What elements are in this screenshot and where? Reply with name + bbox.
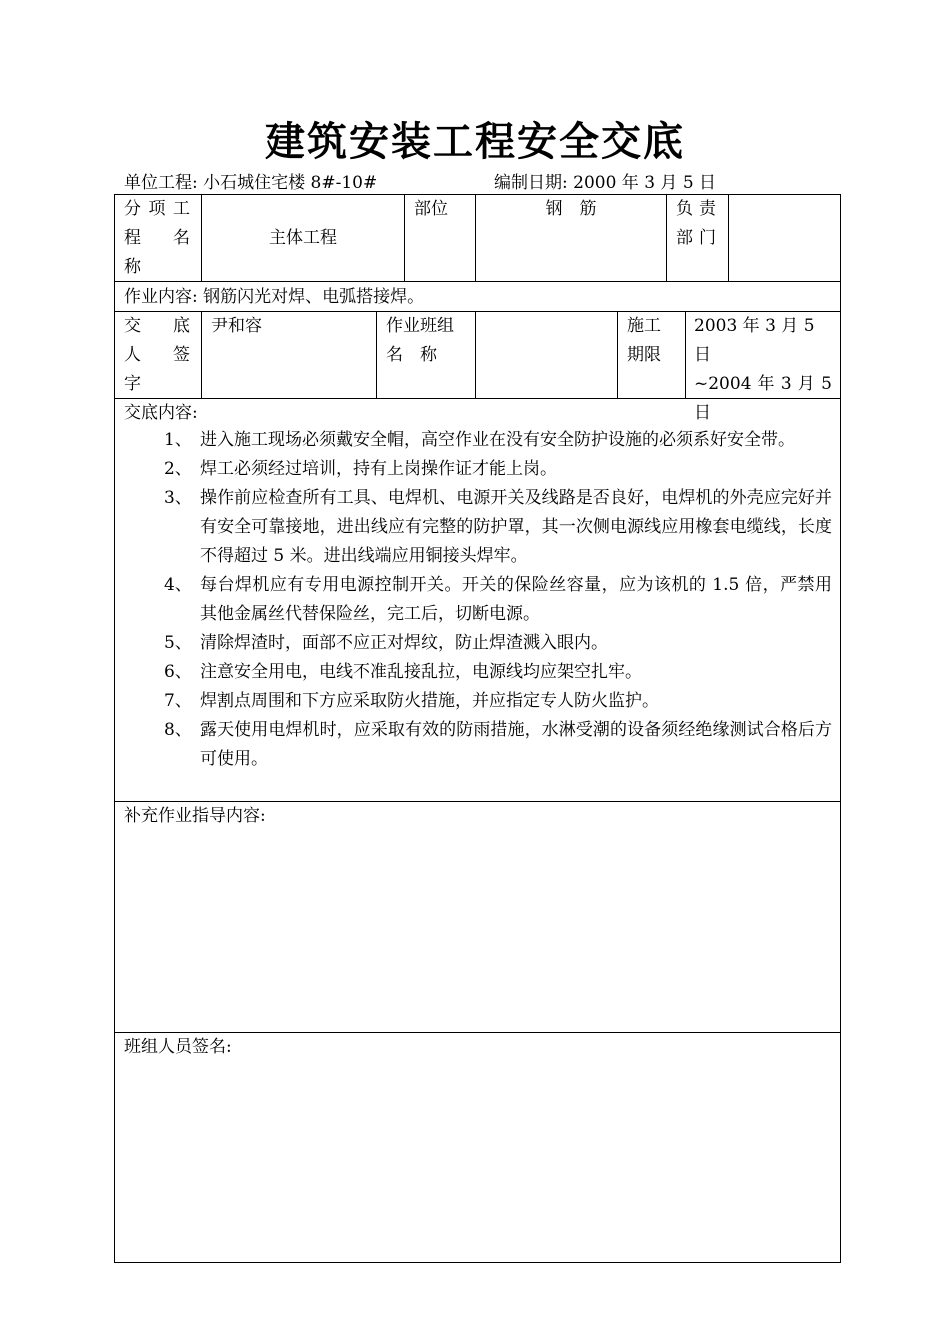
dept-label: 负责 部门 (676, 199, 716, 248)
part-label: 部位 (414, 199, 448, 219)
list-item: 7、 焊割点周围和下方应采取防火措施，并应指定专人防火监护。 (164, 691, 659, 711)
document-title: 建筑安装工程安全交底 (265, 119, 685, 165)
content-label: 交底内容: (124, 403, 198, 423)
safety-items-list (164, 426, 832, 774)
list-item: 1、 进入施工现场必须戴安全帽，高空作业在没有安全防护设施的必须系好安全带。 (164, 430, 795, 450)
period-label: 施工 期限 (627, 316, 661, 365)
handover-person: 尹和容 (211, 316, 262, 336)
work-content: 作业内容: 钢筋闪光对焊、电弧搭接焊。 (124, 287, 425, 307)
subitem-label: 分项工 程 名 称 (124, 199, 190, 277)
compile-date: 编制日期: 2000 年 3 月 5 日 (494, 173, 717, 193)
part-value: 钢 筋 (545, 199, 597, 219)
team-label: 作业班组 名 称 (386, 316, 454, 365)
supplement-label: 补充作业指导内容: (124, 806, 266, 826)
subitem-value: 主体工程 (269, 228, 337, 248)
list-item: 6、 注意安全用电，电线不准乱接乱拉，电源线均应架空扎牢。 (164, 662, 642, 682)
safety-briefing-form (114, 194, 841, 1263)
team-signatures-label: 班组人员签名: (124, 1037, 232, 1057)
list-item: 2、 焊工必须经过培训，持有上岗操作证才能上岗。 (164, 459, 557, 479)
list-item: 5、 清除焊渣时，面部不应正对焊纹，防止焊渣溅入眼内。 (164, 633, 608, 653)
list-item: 3、 操作前应检查所有工具、电焊机、电源开关及线路是否良好，电焊机的外壳应完好并有安全可靠接地，进出线应有完整的防护罩，其一次侧电源线应用橡套电缆线，长度不得超过 5 米。进出线端应用铜接头焊牢。 (164, 488, 832, 566)
list-item: 4、 每台焊机应有专用电源控制开关。开关的保险丝容量，应为该机的 1.5 倍，严禁用其他金属丝代替保险丝，完工后，切断电源。 (164, 575, 832, 624)
list-item: 8、 露天使用电焊机时，应采取有效的防雨措施，水淋受潮的设备须经绝缘测试合格后方可使用。 (164, 720, 832, 769)
period-value: 2003 年 3 月 5 日 ~2004 年 3 月 5 日 (694, 316, 832, 423)
unit-project: 单位工程: 小石城住宅楼 8#-10# (124, 173, 378, 193)
handover-signature-label: 交 底 人 签 字 (124, 316, 190, 394)
